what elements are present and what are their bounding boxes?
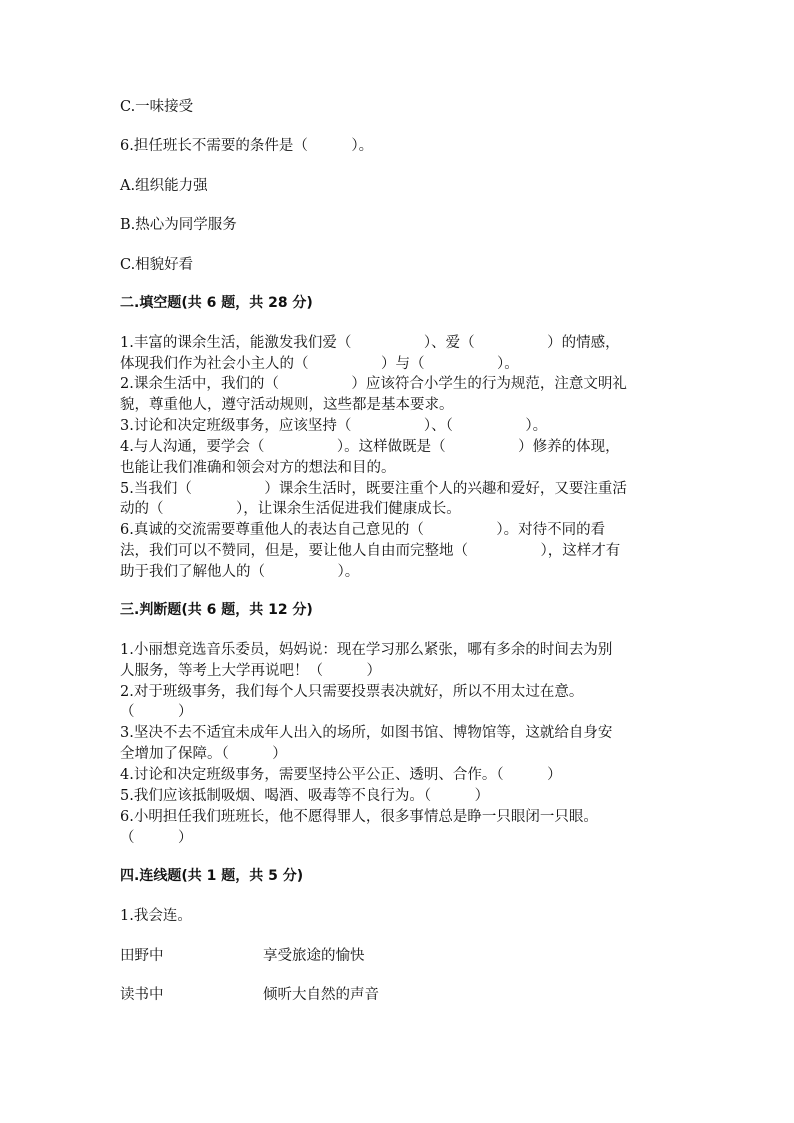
section3-line: （ ） [120, 830, 193, 846]
section3-line: 人服务，等考上大学再说吧！（ ） [120, 663, 381, 679]
section3-line: （ ） [120, 704, 193, 720]
section2-line: 1.丰富的课余生活，能激发我们爱（ ）、爱（ ）的情感， [120, 335, 620, 351]
section3-line: 3.坚决不去不适宜未成年人出入的场所，如图书馆、博物馆等，这就给自身安 [120, 725, 613, 741]
match-right-item: 倾听大自然的声音 [263, 987, 379, 1003]
section3-line: 5.我们应该抵制吸烟、喝酒、吸毒等不良行为。（ ） [120, 788, 490, 804]
q6-stem: 6.担任班长不需要的条件是（ ）。 [120, 138, 374, 154]
section2-line: 4.与人沟通，要学会（ ）。这样做既是（ ）修养的体现， [120, 439, 620, 455]
q6-option-c: C.相貌好看 [120, 257, 194, 273]
section2-line: 体现我们作为社会小主人的（ ）与（ ）。 [120, 356, 519, 372]
section2-line: 动的（ ），让课余生活促进我们健康成长。 [120, 501, 461, 517]
match-right-item: 享受旅途的愉快 [263, 948, 365, 964]
section2-line: 3.讨论和决定班级事务，应该坚持（ ）、（ ）。 [120, 418, 548, 434]
match-left-item: 读书中 [120, 987, 164, 1003]
q6-option-b: B.热心为同学服务 [120, 217, 237, 233]
section2-line: 也能让我们准确和领会对方的想法和目的。 [120, 460, 396, 476]
match-left-item: 田野中 [120, 948, 164, 964]
section2-line: 助于我们了解他人的（ ）。 [120, 564, 360, 580]
section3-line: 6.小明担任我们班班长，他不愿得罪人，很多事情总是睁一只眼闭一只眼。 [120, 809, 598, 825]
section2-line: 貌，尊重他人，遵守活动规则，这些都是基本要求。 [120, 397, 454, 413]
q5-option-c: C.一味接受 [120, 99, 194, 115]
section2-line: 5.当我们（ ）课余生活时，既要注重个人的兴趣和爱好，又要注重活 [120, 481, 627, 497]
section2-line: 2.课余生活中，我们的（ ）应该符合小学生的行为规范，注意文明礼 [120, 376, 627, 392]
section3-line: 4.讨论和决定班级事务，需要坚持公平公正、透明、合作。（ ） [120, 767, 562, 783]
section2-heading: 二.填空题(共 6 题，共 28 分) [120, 295, 313, 311]
section2-line: 6.真诚的交流需要尊重他人的表达自己意见的（ ）。对待不同的看 [120, 522, 606, 538]
q6-option-a: A.组织能力强 [120, 178, 208, 194]
section3-heading: 三.判断题(共 6 题，共 12 分) [120, 602, 313, 618]
section2-line: 法，我们可以不赞同，但是，要让他人自由而完整地（ ），这样才有 [120, 543, 621, 559]
section3-line: 1.小丽想竞选音乐委员，妈妈说：现在学习那么紧张，哪有多余的时间去为别 [120, 642, 613, 658]
section3-line: 全增加了保障。（ ） [120, 746, 287, 762]
section4-heading: 四.连线题(共 1 题，共 5 分) [120, 868, 304, 884]
section3-line: 2.对于班级事务，我们每个人只需要投票表决就好，所以不用太过在意。 [120, 684, 584, 700]
section4-stem: 1.我会连。 [120, 908, 192, 924]
